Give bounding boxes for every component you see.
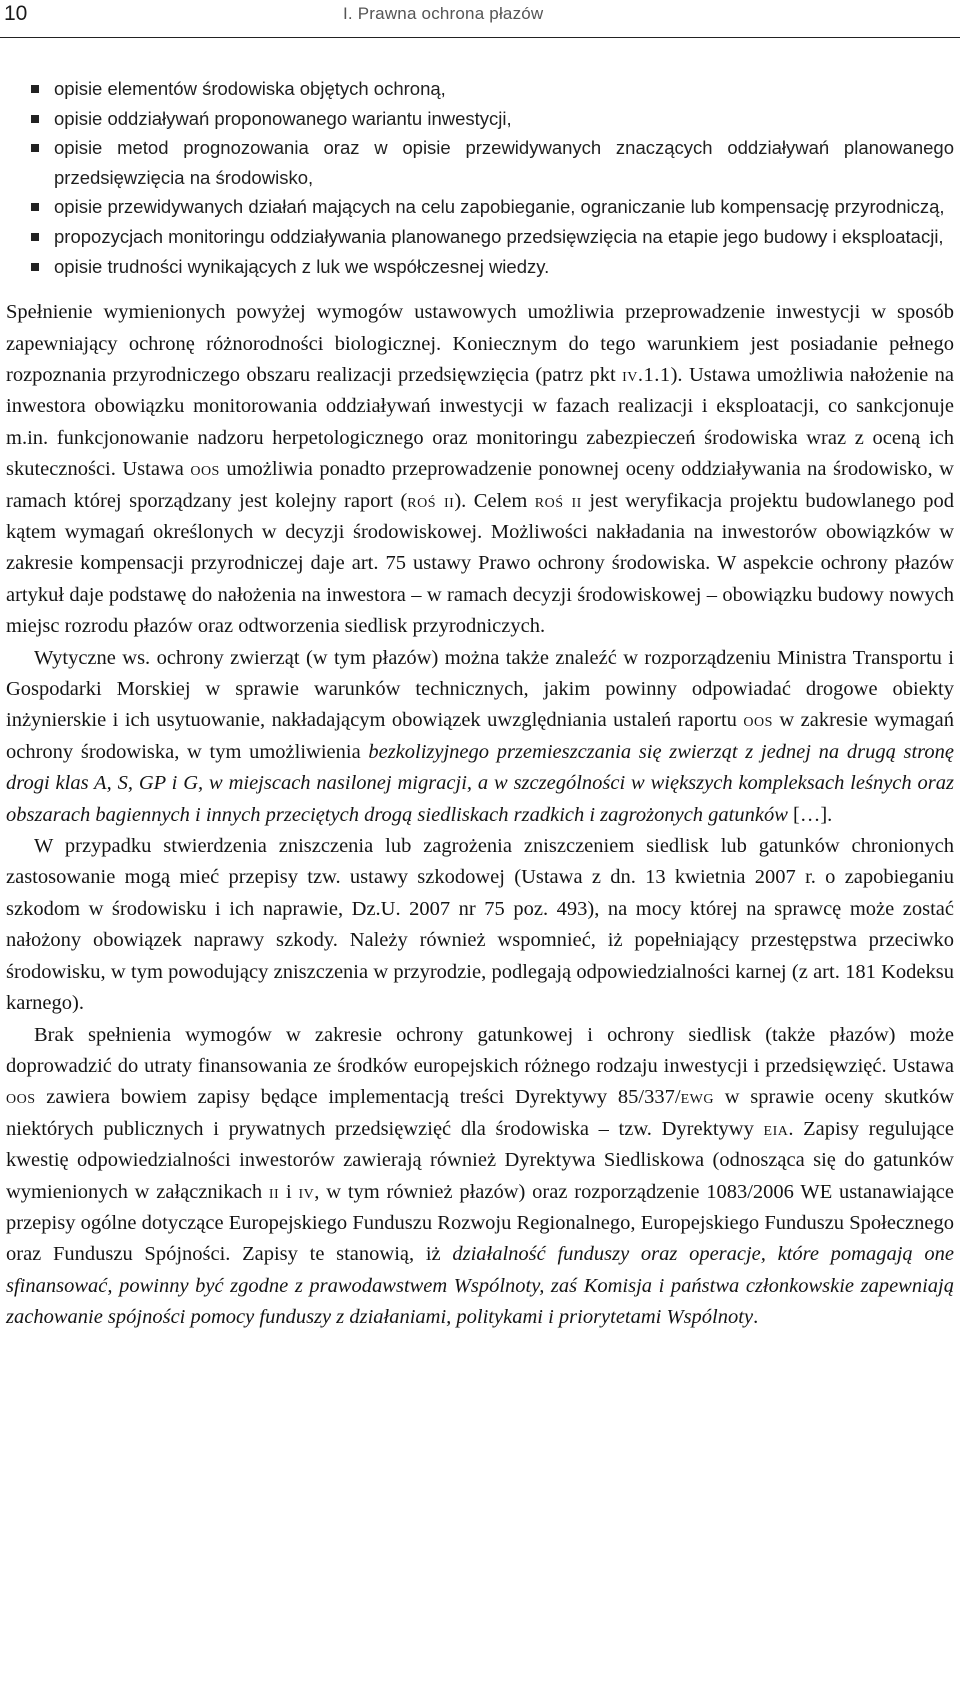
list-item: opisie metod prognozowania oraz w opisie przewidywanych znaczących oddziaływań planowanego przedsięwzięcia na środowisko, <box>6 133 954 192</box>
page-header <box>0 0 960 40</box>
header-rule <box>0 37 960 38</box>
square-bullet-icon <box>31 115 39 123</box>
page-content <box>6 74 954 1334</box>
paragraph-4: Brak spełnienia wymogów w zakresie ochrony gatunkowej i ochrony siedlisk (także płazów) może doprowadzić do utraty finansowania ze środków europejskich różnego rodzaju inwestycji i przedsięwzięć. Ustawa oos zawiera bowiem zapisy będące implementacją treści Dyrektywy 85/337/ewg w sprawie oceny skutków niektórych publicznych i prywatnych przedsięwzięć dla środowiska – tzw. Dyrektywy eia. Zapisy regulujące kwestię odpowiedzialności inwestorów zawierają również Dyrektywa Siedliskowa (odnosząca się do gatunków wymienionych w załącznikach ii i iv, w tym również płazów) oraz rozporządzenie 1083/2006 WE ustanawiające przepisy ogólne dotyczące Europejskiego Funduszu Rozwoju Regionalnego, Europejskiego Funduszu Społecznego oraz Funduszu Spójności. Zapisy te stanowią, iż działalność funduszy oraz operacje, które pomagają one sfinansować, powinny być zgodne z prawodawstwem Wspólnoty, zaś Komisja i państwa członkowskie zapewniają zachowanie spójności pomocy funduszy z działaniami, politykami i priorytetami Wspólnoty. <box>6 1023 954 1329</box>
square-bullet-icon <box>31 233 39 241</box>
requirements-list <box>6 74 954 281</box>
square-bullet-icon <box>31 85 39 93</box>
list-item: propozycjach monitoringu oddziaływania planowanego przedsięwzięcia na etapie jego budowy i eksploatacji, <box>6 222 954 252</box>
body-text <box>6 297 954 1333</box>
paragraph-1: Spełnienie wymienionych powyżej wymogów ustawowych umożliwia przeprowadzenie inwestycji w sposób zapewniający ochronę różnorodności biologicznej. Koniecznym do tego warunkiem jest posiadanie pełnego rozpoznania przyrodniczego obszaru realizacji przedsięwzięcia (patrz pkt iv.1.1). Ustawa umożliwia nałożenie na inwestora obowiązku monitorowania oddziaływań inwestycji w fazach realizacji i eksploatacji, co sankcjonuje m.in. funkcjonowanie nadzoru herpetologicznego oraz monitoringu zabezpieczeń środowiska wraz z oceną ich skuteczności. Ustawa oos umożliwia ponadto przeprowadzenie ponownej oceny oddziaływania na środowisko, w ramach której sporządzany jest kolejny raport (roś ii). Celem roś ii jest weryfikacja projektu budowlanego pod kątem wymagań określonych w decyzji środowiskowej. Możliwości nakładania na inwestorów obowiązków w zakresie kompensacji przyrodniczej daje art. 75 ustawy Prawo ochrony środowiska. W aspekcie ochrony płazów artykuł daje podstawę do nałożenia na inwestora – w ramach decyzji środowiskowej – obowiązku budowy nowych miejsc rozrodu płazów oraz odtworzenia siedlisk przyrodniczych. <box>6 301 955 638</box>
square-bullet-icon <box>31 263 39 271</box>
paragraph-3: W przypadku stwierdzenia zniszczenia lub zagrożenia zniszczeniem siedlisk lub gatunków chronionych zastosowanie mogą mieć przepisy tzw. ustawy szkodowej (Ustawa z dn. 13 kwietnia 2007 r. o zapobieganiu szkodom w środowisku i ich naprawie, Dz.U. 2007 nr 75 poz. 493), na mocy której na sprawcę może zostać nałożony obowiązek naprawy szkody. Należy również wspomnieć, iż popełniający przestępstwa przeciwko środowisku, w tym powodujący zniszczenia w przyrodzie, podlegają odpowiedzialności karnej (z art. 181 Kodeksu karnego). <box>6 835 954 1015</box>
list-item: opisie oddziaływań proponowanego wariantu inwestycji, <box>6 104 954 134</box>
running-title: I. Prawna ochrona płazów <box>343 4 544 23</box>
list-item: opisie elementów środowiska objętych ochroną, <box>6 74 954 104</box>
paragraph-2: Wytyczne ws. ochrony zwierząt (w tym płazów) można także znaleźć w rozporządzeniu Ministra Transportu i Gospodarki Morskiej w sprawie warunków technicznych, jakim powinny odpowiadać drogowe obiekty inżynierskie i ich usytuowanie, nakładającym obowiązek uwzględniania ustaleń raportu oos w zakresie wymagań ochrony środowiska, w tym umożliwienia bezkolizyjnego przemieszczania się zwierząt z jednej na drugą stronę drogi klas A, S, GP i G, w miejscach nasilonej migracji, a w szczególności w większych kompleksach leśnych oraz obszarach bagiennych i innych przeciętych drogą siedliskach rzadkich i zagrożonych gatunków […]. <box>6 646 954 826</box>
list-item: opisie przewidywanych działań mających na celu zapobieganie, ograniczanie lub kompensację przyrodniczą, <box>6 192 954 222</box>
page-number: 10 <box>4 2 28 25</box>
square-bullet-icon <box>31 203 39 211</box>
list-item: opisie trudności wynikających z luk we współczesnej wiedzy. <box>6 252 954 282</box>
square-bullet-icon <box>31 144 39 152</box>
